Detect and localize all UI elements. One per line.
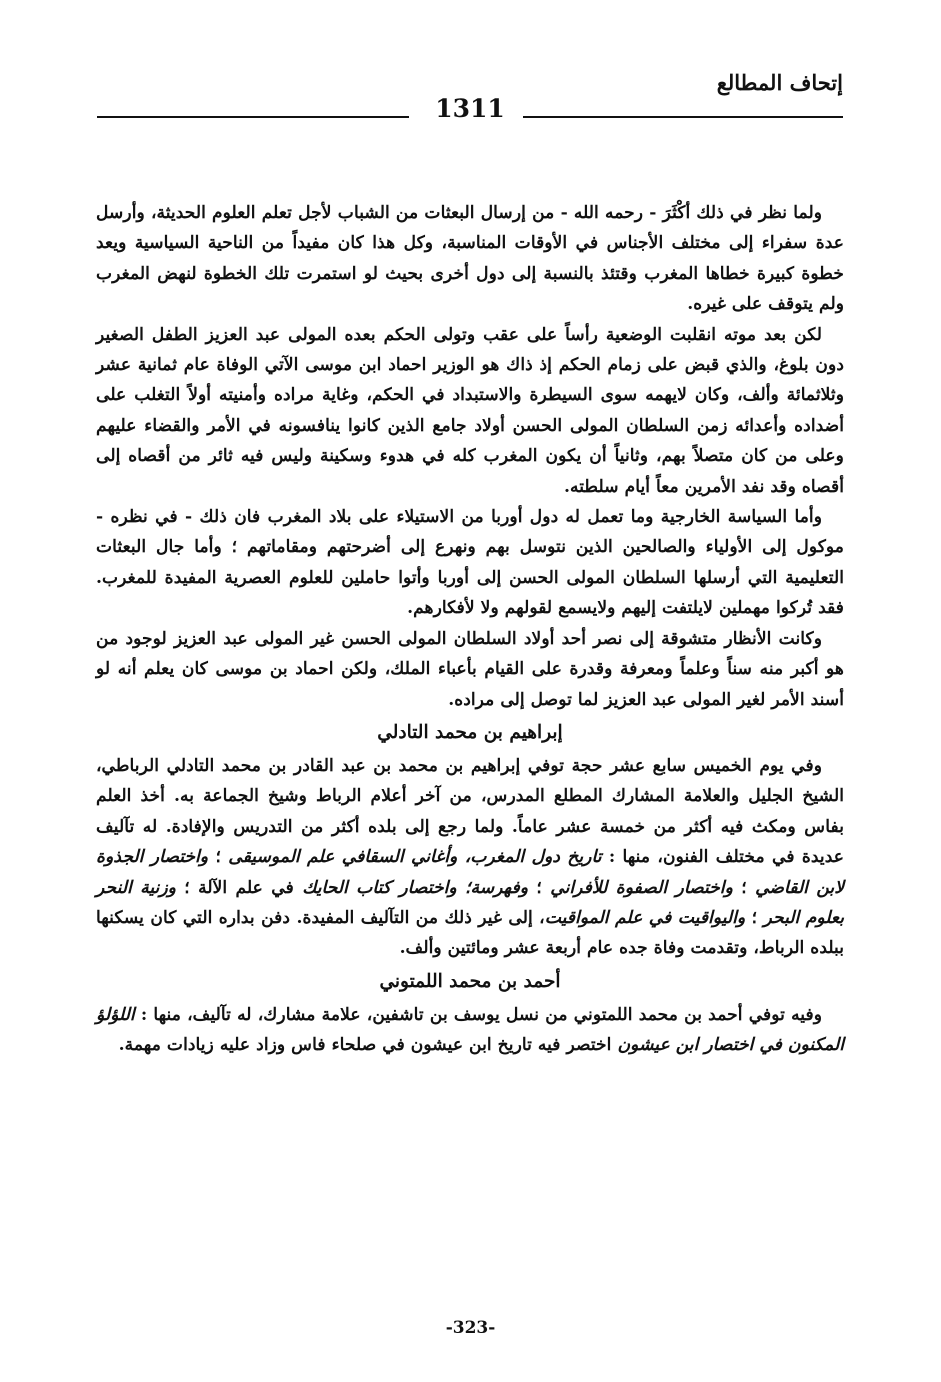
bio-text: وفيه توفي أحمد بن محمد اللمتوني من نسل يوسف بن تاشفين، علامة مشارك، له تآليف، منها :: [134, 1004, 822, 1025]
separator: ؛: [208, 847, 229, 868]
paragraph: لكن بعد موته انقلبت الوضعية رأساً على عقب وتولى الحكم بعده المولى عبد العزيز الطفل الصغير دون بلوغ، والذي قبض على زمام الحكم إذ ذاك هو الوزير احماد ابن موسى الآتي الوفاة عام ثمانية عشر وثلاثمائة وألف، وكان لايهمه سوى السيطرة والاستبداد في الحكم، وغاية مراده وأمنيته أولاً التغلب على أضداده وأعدائه زمن السلطان المولى الحسن أولاد جامع الذين كانوا ينافسونه في الأمر والقضاء عليهم وعلى من كان متصلاً بهم، وثانياً أن يكون المغرب كله في هدوء وسكينة وليس فيه ثائر من أقصاه إلى أقصاه وقد نفد الأمرين معاً أيام سلطته.: [96, 324, 844, 497]
separator: ؛: [745, 907, 764, 928]
book-title: اللؤلؤ المكنون في اختصار ابن عيشون: [96, 1004, 844, 1056]
main-text: [96, 198, 844, 1061]
book-title: وزنية النحر بعلوم البحر: [96, 877, 844, 928]
bio-text: ، إلى غير ذلك من التآليف المفيدة. دفن بداره التي كان يسكنها ببلده الرباط، وتقدمت وفاة جده عام أربعة عشر ومائتين وألف.: [96, 907, 844, 959]
page-number: -323-: [445, 1318, 496, 1338]
biography-paragraph: [96, 1000, 844, 1061]
bio-text: في علم الآلة ؛: [175, 877, 303, 898]
book-title: واليواقيت في علم المواقيت: [544, 907, 746, 928]
header-rule-left: [97, 116, 409, 118]
year-heading: 1311: [435, 94, 505, 123]
book-title: واختصار الجذوة لابن القاضي: [96, 847, 844, 898]
separator: ؛: [528, 877, 551, 898]
paragraph: ولما نظر في ذلك أكْثَرَ - رحمه الله - من إرسال البعثات من الشباب لأجل تعلم العلوم الحديثة، وأرسل عدة سفراء إلى مختلف الأجناس في الأوقات المناسبة، وكل هذا كان مفيداً من الناحية السياسية ويعد خطوة كبيرة خطاها المغرب وقتئذ بالنسبة إلى دول أخرى بحيث لو استمرت تلك الخطوة لنهض المغرب ولم يتوقف على غيره.: [96, 203, 844, 315]
running-title: إتحاف المطالع: [716, 70, 843, 95]
paragraph: وأما السياسة الخارجية وما تعمل له دول أوربا من الاستيلاء على بلاد المغرب فان ذلك - في نظره - موكول إلى الأولياء والصالحين الذين نتوسل بهم ونهرع إلى أضرحتهم ومقاماتهم ؛ وأما جال البعثات التعليمية التي أرسلها السلطان المولى الحسن إلى أوربا وأتوا حاملين للعلوم العصرية المفيدة للمغرب. فقد تُركوا مهملين لايلتفت إليهم ولايسمع لقولهم ولا لأفكارهم.: [96, 507, 844, 619]
biography-paragraph: [96, 751, 844, 964]
bio-text: وفي يوم الخميس سابع عشر حجة توفي إبراهيم بن محمد بن عبد القادر بن محمد التادلي الرباطي، الشيخ الجليل والعلامة المشارك المطلع المدرس، من آخر أعلام الرباط وشيخ الجماعة به. أخذ العلم بفاس ومكث فيه أكثر من خمسة عشر عاماً. ولما رجع إلى بلده أكثر من التدريس والإفادة. له تآليف عديدة في مختلف الفنون، منها :: [96, 755, 844, 868]
book-title: تاريخ دول المغرب، وأغاني السقافي علم الموسيقى: [228, 847, 602, 868]
book-title: وفهرسة؛ واختصار كتاب الحايك: [302, 877, 529, 898]
section-heading: أحمد بن محمد اللمتوني: [379, 970, 561, 992]
bio-text: اختصر فيه تاريخ ابن عيشون في صلحاء فاس وزاد عليه زيادات مهمة.: [118, 1035, 618, 1056]
book-title: واختصار الصفوة للأفراني: [550, 877, 733, 898]
section-heading: إبراهيم بن محمد التادلي: [377, 721, 563, 743]
paragraph: وكانت الأنظار متشوقة إلى نصر أحد أولاد السلطان المولى الحسن غير المولى عبد العزيز لوجود من هو أكبر منه سناً وعلماً ومعرفة وقدرة على القيام بأعباء الملك، ولكن احماد بن موسى كان يعلم أنه لو أسند الأمر لغير المولى عبد العزيز لما توصل إلى مراده.: [96, 628, 844, 710]
separator: ؛: [732, 877, 756, 898]
page-header: [97, 93, 843, 127]
